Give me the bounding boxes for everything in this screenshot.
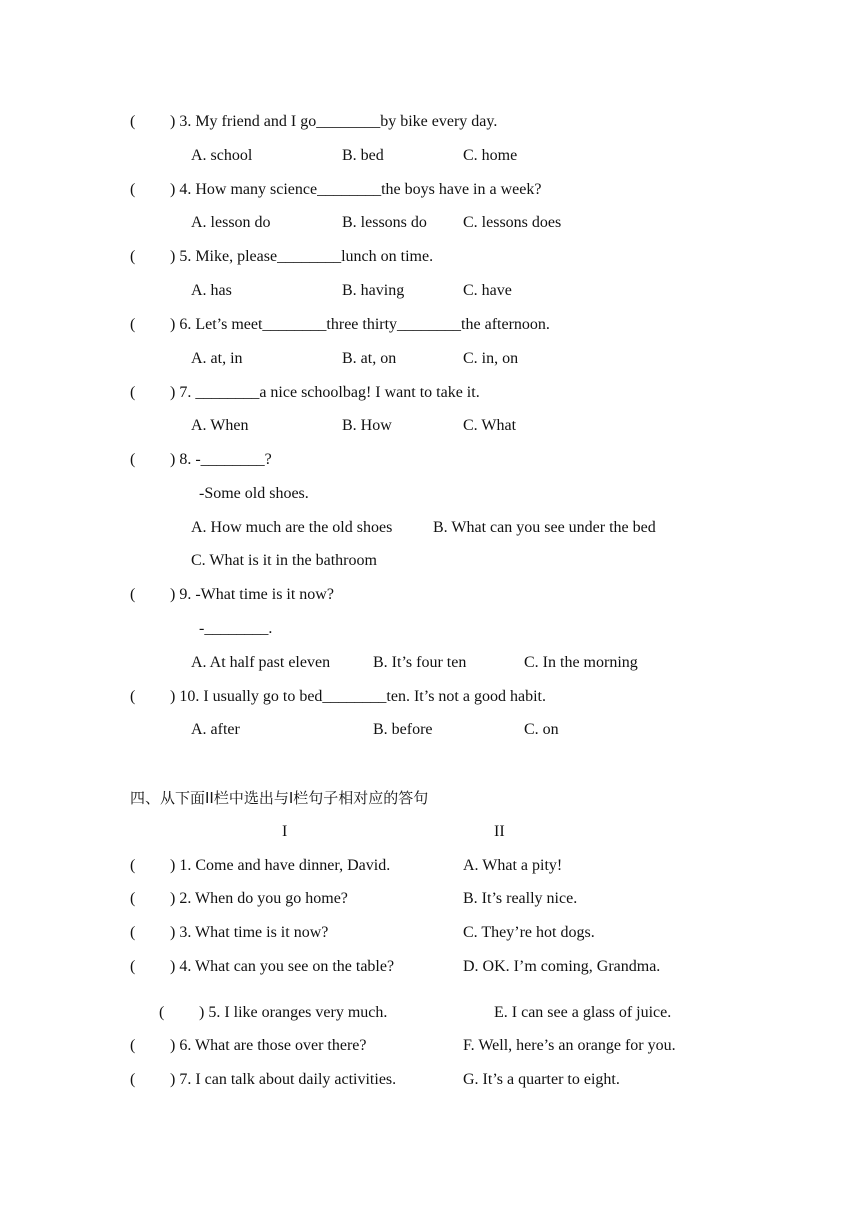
question-4: ) 4. How many science________the boys have in a week? (170, 181, 542, 198)
question-7: ) 7. ________a nice schoolbag! I want to take it. (170, 384, 480, 401)
dialogue-reply: -Some old shoes. (199, 485, 309, 502)
option-c: C. In the morning (524, 654, 638, 671)
match-question: ) 7. I can talk about daily activities. (170, 1071, 397, 1088)
option-a: A. school (191, 147, 253, 164)
option-b: B. lessons do (342, 214, 427, 231)
match-answer: G. It’s a quarter to eight. (463, 1071, 620, 1088)
option-a: A. at, in (191, 350, 243, 367)
match-question: ) 4. What can you see on the table? (170, 958, 395, 975)
match-answer: A. What a pity! (463, 857, 563, 874)
answer-blank-paren: ( (130, 113, 136, 130)
option-a: A. When (191, 417, 249, 434)
question-6: ) 6. Let’s meet________three thirty________the afternoon. (170, 316, 550, 333)
option-a: A. At half past eleven (191, 654, 331, 671)
question-10: ) 10. I usually go to bed________ten. It’s not a good habit. (170, 688, 546, 705)
answer-blank-paren: ( (130, 1037, 136, 1054)
dialogue-reply: -________. (199, 620, 273, 637)
option-b: B. at, on (342, 350, 397, 367)
answer-blank-paren: ( (130, 857, 136, 874)
answer-blank-paren: ( (130, 451, 136, 468)
match-question: ) 1. Come and have dinner, David. (170, 857, 391, 874)
match-question: ) 2. When do you go home? (170, 890, 348, 907)
option-b: B. It’s four ten (373, 654, 467, 671)
option-a: A. How much are the old shoes (191, 519, 393, 536)
match-question: ) 5. I like oranges very much. (199, 1004, 388, 1021)
answer-blank-paren: ( (130, 316, 136, 333)
answer-blank-paren: ( (130, 181, 136, 198)
option-b: B. having (342, 282, 405, 299)
option-c: C. What is it in the bathroom (191, 552, 377, 569)
answer-blank-paren: ( (130, 586, 136, 603)
question-8: ) 8. -________? (170, 451, 272, 468)
option-c: C. home (463, 147, 518, 164)
match-answer: F. Well, here’s an orange for you. (463, 1037, 676, 1054)
option-c: C. have (463, 282, 512, 299)
question-5: ) 5. Mike, please________lunch on time. (170, 248, 434, 265)
answer-blank-paren: ( (130, 924, 136, 941)
section-heading: 四、从下面II栏中选出与I栏句子相对应的答句 (130, 789, 429, 807)
match-answer: C. They’re hot dogs. (463, 924, 595, 941)
option-a: A. after (191, 721, 240, 738)
option-b: B. bed (342, 147, 384, 164)
option-c: C. lessons does (463, 214, 562, 231)
answer-blank-paren: ( (130, 1071, 136, 1088)
answer-blank-paren: ( (130, 384, 136, 401)
column-header-i: I (282, 823, 288, 840)
option-b: B. What can you see under the bed (433, 519, 656, 536)
option-b: B. before (373, 721, 433, 738)
question-9: ) 9. -What time is it now? (170, 586, 334, 603)
match-answer: B. It’s really nice. (463, 890, 578, 907)
column-header-ii: II (494, 823, 505, 840)
option-c: C. on (524, 721, 559, 738)
answer-blank-paren: ( (130, 890, 136, 907)
question-3: ) 3. My friend and I go________by bike every day. (170, 113, 498, 130)
answer-blank-paren: ( (130, 248, 136, 265)
match-question: ) 6. What are those over there? (170, 1037, 367, 1054)
answer-blank-paren: ( (159, 1004, 165, 1021)
option-b: B. How (342, 417, 392, 434)
match-question: ) 3. What time is it now? (170, 924, 329, 941)
option-c: C. What (463, 417, 517, 434)
answer-blank-paren: ( (130, 688, 136, 705)
match-answer: D. OK. I’m coming, Grandma. (463, 958, 661, 975)
option-a: A. lesson do (191, 214, 271, 231)
match-answer: E. I can see a glass of juice. (494, 1004, 672, 1021)
option-a: A. has (191, 282, 232, 299)
answer-blank-paren: ( (130, 958, 136, 975)
option-c: C. in, on (463, 350, 519, 367)
